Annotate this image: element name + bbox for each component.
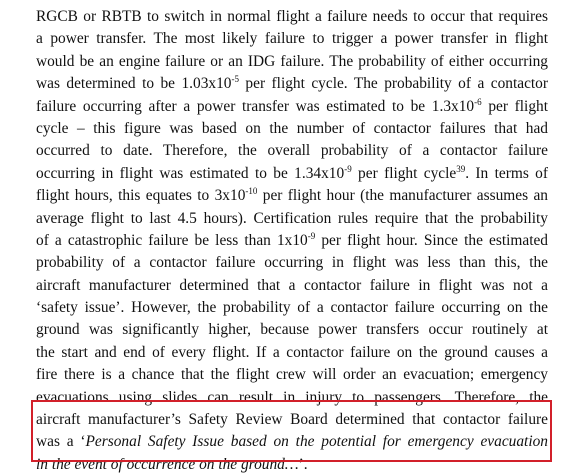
line-9-part-b: per flight hour (the manufacturer assumes an [257, 187, 548, 205]
text-line-3: would be an engine failure or an IDG failure. The probability of either occurring [36, 52, 548, 70]
line-8-part-a: occurring in flight was estimated to be 1.34x10 [36, 164, 345, 182]
text-line-9 [36, 185, 548, 207]
line-5-part-b: per flight [481, 97, 548, 115]
highlight-box [31, 400, 552, 462]
text-line-6: cycle – this figure was based on the number of contactor failures that had [36, 119, 548, 137]
line-11-part-b: per flight hour. Since the estimated [315, 231, 548, 249]
text-line-18: evacuations using slides can result in injury to passengers. Therefore, the [36, 388, 548, 406]
text-line-13: aircraft manufacturer determined that a contactor failure in flight was not a [36, 276, 548, 294]
text-line-15: ground was significantly higher, because power transfers occur routinely at [36, 321, 548, 339]
text-line-10: average flight to last 4.5 hours). Certification rules require that the probability [36, 209, 548, 227]
line-9-part-a: flight hours, this equates to 3x10 [36, 187, 246, 205]
superscript-exponent: -10 [245, 186, 258, 197]
text-line-4 [36, 73, 548, 95]
text-line-7: occurred to date. Therefore, the overall probability of a contactor failure [36, 142, 548, 160]
line-11-part-a: of a catastrophic failure be less than 1x10 [36, 231, 308, 249]
italic-quote-end: in the event of occurrence on the ground… [36, 455, 299, 473]
text-line-17: fire there is a chance that the flight crew will order an evacuation; emergency [36, 366, 548, 384]
text-line-19: aircraft manufacturer’s Safety Review Board determined that contactor failure [36, 411, 548, 429]
text-line-12: probability of a contactor failure occurring in flight was less than this, the [36, 254, 548, 272]
text-line-14: ‘safety issue’. However, the probability of a contactor failure occurring on the [36, 299, 548, 317]
text-line-2: a power transfer. The most likely failure to trigger a power transfer in flight [36, 30, 548, 48]
text-line-11 [36, 230, 548, 252]
superscript-exponent: -9 [307, 230, 316, 241]
footnote-reference: 39 [456, 163, 466, 174]
line-20-part-a: was a ‘ [36, 433, 86, 451]
line-5-part-a: failure occurring after a power transfer was estimated to be 1.3x10 [36, 97, 475, 115]
line-4-part-a: was determined to be 1.03x10 [36, 75, 232, 93]
text-line-16: the start and end of every flight. If a contactor failure on the ground causes a [36, 343, 548, 361]
superscript-exponent: -6 [474, 96, 482, 107]
line-8-part-c: . In terms of [465, 164, 548, 182]
italic-quote: Personal Safety Issue based on the potential for emergency evacuation [85, 433, 548, 451]
superscript-exponent: -5 [231, 74, 239, 85]
line-8-part-b: per flight cycle [351, 164, 457, 182]
text-line-8 [36, 163, 548, 185]
text-line-5 [36, 96, 548, 118]
text-line-1: RGCB or RBTB to switch in normal flight a failure needs to occur that requires [36, 8, 548, 25]
line-4-part-b: per flight cycle. The probability of a contactor [238, 75, 548, 93]
line-21-part-b: ’. [298, 455, 308, 473]
superscript-exponent: -9 [344, 163, 352, 174]
